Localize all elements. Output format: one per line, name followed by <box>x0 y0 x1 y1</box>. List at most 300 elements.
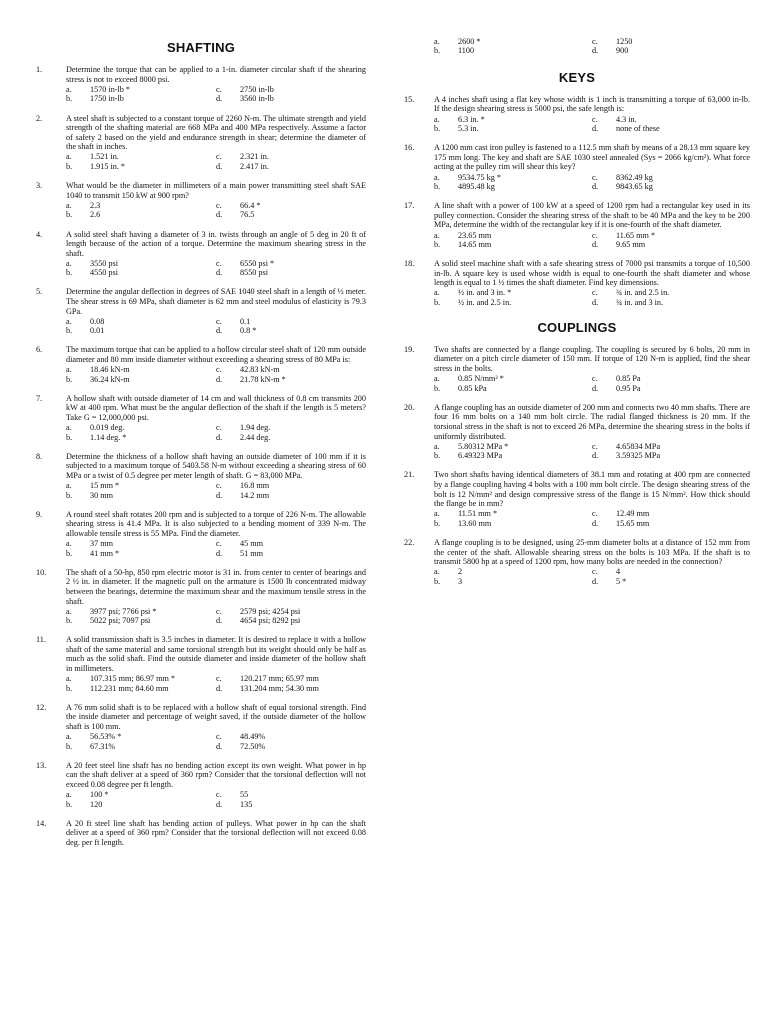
option-text: 23.65 mm <box>458 230 492 240</box>
answer-options <box>434 173 750 192</box>
question-text: A steel shaft is subjected to a constant torque of 2260 N-m. The ultimate strength and yield strength of the shafting material are 668 MPa and 400 MPa respectively. Assume a factor of safety 2 based on the yield and endurance strength in shear; determine the diameter of the shaft in inches. <box>66 113 366 152</box>
option-text: 120.217 mm; 65.97 mm <box>240 674 319 684</box>
option-letter: c. <box>216 316 222 326</box>
answer-option <box>434 124 592 134</box>
answer-option <box>216 423 366 433</box>
answer-option <box>216 674 366 684</box>
option-text: 2.3 <box>90 200 101 210</box>
option-text: 5.3 in. <box>458 124 479 134</box>
answer-option <box>66 259 216 269</box>
option-letter: c. <box>592 374 598 384</box>
answer-option <box>66 742 216 752</box>
option-text: ½ in. and 3 in. * <box>458 288 512 298</box>
option-letter: b. <box>66 432 73 442</box>
question-item <box>404 470 750 528</box>
answer-options <box>434 231 750 250</box>
option-letter: a. <box>66 200 72 210</box>
option-text: 0.08 <box>90 316 105 326</box>
question-text: The maximum torque that can be applied to a hollow circular steel shaft of 120 mm outside diameter and 80 mm inside diameter without exceeding a shearing stress of 80 MPa is: <box>66 345 366 365</box>
option-letter: b. <box>66 374 73 384</box>
answer-option <box>434 384 592 394</box>
option-text: 2579 psi; 4254 psi <box>240 606 301 616</box>
answer-options <box>66 365 366 384</box>
option-letter: b. <box>434 240 441 250</box>
option-text: 55 <box>240 790 249 800</box>
answer-option <box>592 231 750 241</box>
option-text: 5022 psi; 7097 psi <box>90 616 151 626</box>
answer-option <box>216 162 366 172</box>
question-number: 2. <box>36 113 43 123</box>
option-text: 9534.75 kg * <box>458 172 501 182</box>
question-number: 17. <box>404 201 415 211</box>
question-text: The shaft of a 50-hp, 850 rpm electric motor is 31 in. from center to center of bearings and 2 ½ in. in diameter. If the magnetic pull on the armature is 1500 lb concentrated midway between the bearings, determine the maximum shear and the maximum tensile stress in the shaft. <box>66 567 366 606</box>
question-number: 14. <box>36 818 47 828</box>
section-title-couplings: COUPLINGS <box>537 319 617 335</box>
question-text: A flange coupling has an outside diameter of 200 mm and connects two 40 mm shafts. There are four 16 mm bolts on a 140 mm bolt circle. The radial flanged thickness is 20 mm. If the torsional stress in the shaft is not to exceed 26 MPa, determine the shearing stress in the bolts if uniformly distributed. <box>434 402 750 441</box>
question-text: Two short shafts having identical diameters of 38.1 mm and rotating at 400 rpm are connected by a flange coupling having 4 bolts with a 100 mm bolt circle. The design shearing stress of the bolt is 12 N/mm² and design compressive stress of the flange is 15 N/mm². How thick should the flange be in mm? <box>434 470 750 509</box>
option-letter: a. <box>434 567 440 577</box>
answer-options <box>434 567 750 586</box>
question-text: Two shafts are connected by a flange coupling. The coupling is secured by 6 bolts, 20 mm in diameter on a pitch circle diameter of 150 mm. If torque of 120 N-m is applied, find the shear stress in the bolts. <box>434 344 750 374</box>
answer-option <box>66 481 216 491</box>
answer-option <box>66 85 216 95</box>
question-item <box>36 181 366 220</box>
option-letter: b. <box>66 548 73 558</box>
question-item <box>404 403 750 461</box>
answer-option <box>434 442 592 452</box>
answer-option <box>216 616 366 626</box>
option-text: 5.80312 MPa * <box>458 441 509 451</box>
answer-option <box>216 210 366 220</box>
option-text: 12.49 mm <box>616 509 650 519</box>
answer-option <box>66 162 216 172</box>
option-letter: a. <box>66 481 72 491</box>
answer-option <box>592 567 750 577</box>
option-text: 0.1 <box>240 316 251 326</box>
answer-option <box>592 451 750 461</box>
option-text: 56.53% * <box>90 732 122 742</box>
option-letter: b. <box>434 383 441 393</box>
answer-option <box>216 94 366 104</box>
question-item <box>36 345 366 384</box>
option-text: 0.85 Pa <box>616 374 641 384</box>
question-item <box>36 635 366 693</box>
option-letter: b. <box>66 490 73 500</box>
answer-option <box>592 240 750 250</box>
option-letter: d. <box>216 616 223 626</box>
option-text: 76.5 <box>240 210 255 220</box>
answer-options <box>66 201 366 220</box>
option-text: 30 mm <box>90 490 113 500</box>
option-text: 0.8 * <box>240 326 257 336</box>
option-letter: d. <box>592 182 599 192</box>
option-letter: c. <box>216 539 222 549</box>
answer-options <box>66 259 366 278</box>
question-text: A solid transmission shaft is 3.5 inches in diameter. It is desired to replace it with a hollow shaft of the same material and same torsional strength but its weight should only be half as much as the solid shaft. Find the outside diameter and inside diameter of the hollow shaft in millimeters. <box>66 635 366 674</box>
option-letter: b. <box>434 182 441 192</box>
answer-option <box>216 201 366 211</box>
answer-option <box>434 173 592 183</box>
answer-options <box>66 539 366 558</box>
option-letter: a. <box>434 374 440 384</box>
answer-option <box>66 326 216 336</box>
option-text: 0.95 Pa <box>616 383 641 393</box>
answer-option <box>216 268 366 278</box>
option-letter: a. <box>434 172 440 182</box>
option-text: ½ in. and 2.5 in. <box>458 298 512 308</box>
answer-option <box>66 433 216 443</box>
section-title-keys: KEYS <box>558 69 596 85</box>
question-item <box>36 287 366 335</box>
answer-option <box>216 365 366 375</box>
option-text: 66.4 * <box>240 200 261 210</box>
option-text: ¾ in. and 2.5 in. <box>616 288 670 298</box>
option-letter: c. <box>216 674 222 684</box>
option-text: 1.94 deg. <box>240 423 271 433</box>
answer-option <box>592 384 750 394</box>
option-letter: d. <box>592 518 599 528</box>
answer-options <box>434 288 750 307</box>
question-number: 22. <box>404 537 415 547</box>
option-letter: b. <box>434 518 441 528</box>
option-letter: b. <box>66 210 73 220</box>
answer-options <box>66 317 366 336</box>
answer-option <box>66 317 216 327</box>
option-text: 2.417 in. <box>240 162 269 172</box>
option-text: 9843.65 kg <box>616 182 653 192</box>
answer-option <box>592 182 750 192</box>
option-letter: c. <box>216 732 222 742</box>
question-number: 1. <box>36 65 43 75</box>
option-text: 8362.49 kg <box>616 172 653 182</box>
answer-option <box>66 491 216 501</box>
question-item <box>36 568 366 626</box>
answer-option <box>216 790 366 800</box>
option-text: 45 mm <box>240 539 263 549</box>
answer-option <box>434 298 592 308</box>
answer-options <box>66 423 366 442</box>
option-text: 13.60 mm <box>458 518 492 528</box>
answer-option <box>66 94 216 104</box>
question-number: 21. <box>404 470 415 480</box>
answer-option <box>216 433 366 443</box>
option-letter: c. <box>592 172 598 182</box>
option-text: 120 <box>90 799 103 809</box>
option-letter: b. <box>66 741 73 751</box>
question-number: 18. <box>404 259 415 269</box>
answer-option <box>66 790 216 800</box>
option-letter: c. <box>592 288 598 298</box>
question-number: 6. <box>36 345 43 355</box>
option-text: 67.31% <box>90 741 116 751</box>
answer-option <box>592 509 750 519</box>
question-item <box>404 345 750 393</box>
question-item <box>404 143 750 191</box>
option-text: 4 <box>616 567 621 577</box>
answer-option <box>592 374 750 384</box>
option-text: 6.49323 MPa <box>458 451 503 461</box>
option-text: 1100 <box>458 46 475 56</box>
option-text: 2.321 in. <box>240 152 269 162</box>
option-letter: d. <box>216 741 223 751</box>
option-letter: c. <box>216 152 222 162</box>
question-number: 19. <box>404 344 415 354</box>
question-text: A solid steel machine shaft with a safe shearing stress of 7000 psi transmits a torque of 10,500 in-lb. A square key is used whose width is equal to one-fourth the shaft diameter and whose length is equal to 1 ½ times the shaft diameter. Find key dimensions. <box>434 259 750 288</box>
option-letter: c. <box>216 790 222 800</box>
answer-option <box>592 519 750 529</box>
option-letter: c. <box>592 114 598 124</box>
question-number: 3. <box>36 181 43 191</box>
question-text: A 76 mm solid shaft is to be replaced with a hollow shaft of equal torsional strength. Find the inside diameter and percentage of weight saved, if the outside diameter of the hollow shaft is 100 mm. <box>66 702 366 732</box>
option-text: 3 <box>458 576 463 586</box>
answer-options <box>66 607 366 626</box>
answer-option <box>592 298 750 308</box>
option-text: 14.65 mm <box>458 240 492 250</box>
option-letter: a. <box>434 230 440 240</box>
option-letter: b. <box>434 124 441 134</box>
answer-option <box>434 374 592 384</box>
question-text: Determine the torque that can be applied to a 1-in. diameter circular shaft if the shearing stress is not to exceed 8000 psi. <box>66 65 366 84</box>
option-text: 1570 in-lb * <box>90 84 131 94</box>
question-text: Determine the thickness of a hollow shaft having an outside diameter of 100 mm if it is subjected to a maximum torque of 5403.58 N-m without exceeding a shearing stress of 60 MPa or a twist of 0.5 degree per meter length of shaft. G = 83,000 MPa. <box>66 451 366 480</box>
option-letter: d. <box>592 451 599 461</box>
option-text: 3977 psi; 7766 psi * <box>90 606 157 616</box>
answer-option <box>434 182 592 192</box>
answer-option <box>216 732 366 742</box>
left-column <box>36 36 366 857</box>
option-text: 1250 <box>616 36 633 46</box>
option-text: 135 <box>240 799 253 809</box>
option-letter: d. <box>216 326 223 336</box>
option-text: 0.019 deg. <box>90 423 125 433</box>
option-letter: d. <box>216 548 223 558</box>
question-item <box>36 114 366 172</box>
question-text: Determine the angular deflection in degrees of SAE 1040 steel shaft in a length of ½ meter. The shear stress is 69 MPa, shaft diameter is 62 mm and steel modulus of elasticity is 79.3 GPa. <box>66 287 366 316</box>
option-letter: c. <box>216 84 222 94</box>
option-text: 11.65 mm * <box>616 230 656 240</box>
right-column <box>404 36 750 596</box>
answer-option <box>592 115 750 125</box>
option-text: 1.915 in. * <box>90 162 126 172</box>
answer-option <box>434 37 592 47</box>
option-letter: b. <box>66 799 73 809</box>
question-text: A flange coupling is to be designed, using 25-mm diameter bolts at a distance of 152 mm from the center of the shaft. Allowable shearing stress on the bolts is 103 MPa. If the shaft is to transmit 5800 hp at a speed of 1200 rpm, how many bolts are needed in the connection? <box>434 537 750 567</box>
option-text: 3.59325 MPa <box>616 451 661 461</box>
question-text: A round steel shaft rotates 200 rpm and is subjected to a torque of 226 N-m. The allowable shearing stress is 41.4 MPa. It is also subjected to a bending moment of 339 N-m. The allowable tensile stress is 55 MPa. Find the diameter. <box>66 509 366 538</box>
answer-option <box>216 375 366 385</box>
option-text: 11.51 mm * <box>458 509 498 519</box>
option-text: 2600 * <box>458 36 481 46</box>
option-letter: c. <box>592 230 598 240</box>
option-text: 21.78 kN-m * <box>240 374 286 384</box>
option-letter: b. <box>66 162 73 172</box>
answer-option <box>434 46 592 56</box>
option-text: 37 mm <box>90 539 113 549</box>
option-letter: a. <box>66 152 72 162</box>
option-text: 2 <box>458 567 463 577</box>
option-text: 0.01 <box>90 326 105 336</box>
answer-options <box>66 85 366 104</box>
option-letter: a. <box>66 790 72 800</box>
answer-option <box>216 491 366 501</box>
option-letter: b. <box>434 576 441 586</box>
option-letter: a. <box>66 606 72 616</box>
option-letter: c. <box>592 36 598 46</box>
question-text: A hollow shaft with outside diameter of 14 cm and wall thickness of 0.8 cm transmits 200 kW at 400 rpm. What must be the angular deflection of the shaft if the length is 5 meters? Take G = 12,000,000 psi. <box>66 393 366 423</box>
option-text: 6.3 in. * <box>458 114 485 124</box>
answer-options <box>66 732 366 751</box>
question-item <box>36 452 366 500</box>
option-letter: d. <box>216 432 223 442</box>
option-letter: d. <box>216 374 223 384</box>
option-text: 3550 psi <box>90 258 118 268</box>
option-letter: d. <box>592 383 599 393</box>
option-letter: c. <box>216 258 222 268</box>
question-number: 4. <box>36 229 43 239</box>
answer-option <box>216 607 366 617</box>
question-number: 15. <box>404 94 415 104</box>
option-letter: a. <box>66 423 72 433</box>
option-text: 4.3 in. <box>616 114 637 124</box>
question-text: A 4 inches shaft using a flat key whose width is 1 inch is transmitting a torque of 63,000 in-lb. If the design shearing stress is 5000 psi, the safe length is: <box>434 94 750 114</box>
answer-option <box>216 326 366 336</box>
answer-option <box>66 152 216 162</box>
option-text: 48.49% <box>240 732 266 742</box>
option-text: 4895.48 kg <box>458 182 495 192</box>
question-number: 20. <box>404 402 415 412</box>
answer-option <box>216 481 366 491</box>
option-text: none of these <box>616 124 660 134</box>
question-number: 13. <box>36 760 47 770</box>
option-letter: a. <box>66 316 72 326</box>
option-text: 4550 psi <box>90 268 118 278</box>
option-text: 2.6 <box>90 210 101 220</box>
option-text: 6550 psi * <box>240 258 275 268</box>
answer-option <box>66 732 216 742</box>
answer-option <box>66 607 216 617</box>
option-letter: a. <box>434 441 440 451</box>
answer-option <box>434 577 592 587</box>
option-text: 36.24 kN-m <box>90 374 130 384</box>
option-text: 41 mm * <box>90 548 120 558</box>
option-letter: a. <box>434 114 440 124</box>
option-letter: d. <box>216 799 223 809</box>
answer-option <box>434 519 592 529</box>
option-text: 42.83 kN-m <box>240 365 280 375</box>
option-text: 1.521 in. <box>90 152 119 162</box>
answer-option <box>66 539 216 549</box>
option-text: 1750 in-lb <box>90 94 124 104</box>
option-letter: c. <box>216 481 222 491</box>
option-text: 5 * <box>616 576 627 586</box>
option-text: 14.2 mm <box>240 490 270 500</box>
option-text: 8550 psi <box>240 268 268 278</box>
answer-option <box>592 577 750 587</box>
option-letter: d. <box>216 268 223 278</box>
answer-option <box>434 231 592 241</box>
option-text: 0.85 N/mm² * <box>458 374 504 384</box>
answer-options <box>434 374 750 393</box>
answer-option <box>216 800 366 810</box>
question-item <box>36 65 366 104</box>
answer-option <box>66 423 216 433</box>
answer-option <box>66 800 216 810</box>
option-text: 131.204 mm; 54.30 mm <box>240 683 319 693</box>
option-letter: a. <box>66 365 72 375</box>
keys-questions <box>404 95 750 308</box>
option-letter: c. <box>592 441 598 451</box>
option-text: 3560 in-lb <box>240 94 274 104</box>
option-text: 4.65834 MPa <box>616 441 661 451</box>
answer-option <box>592 173 750 183</box>
question-number: 7. <box>36 393 43 403</box>
answer-option <box>216 85 366 95</box>
answer-option <box>592 442 750 452</box>
option-letter: d. <box>216 490 223 500</box>
option-text: 900 <box>616 46 629 56</box>
question-text: A solid steel shaft having a diameter of 3 in. twists through an angle of 5 deg in 20 ft of length because of the action of a torque. Determine the maximum shearing stress in the shaft. <box>66 229 366 258</box>
answer-option <box>434 115 592 125</box>
question-item <box>36 761 366 809</box>
option-text: 51 mm <box>240 548 263 558</box>
question-number: 16. <box>404 143 415 153</box>
option-letter: d. <box>216 94 223 104</box>
answer-option <box>216 684 366 694</box>
option-letter: c. <box>216 200 222 210</box>
option-letter: d. <box>216 210 223 220</box>
option-letter: d. <box>592 240 599 250</box>
option-text: 9.65 mm <box>616 240 646 250</box>
answer-option <box>434 451 592 461</box>
answer-option <box>216 549 366 559</box>
option-text: 100 * <box>90 790 109 800</box>
option-letter: a. <box>66 674 72 684</box>
option-letter: a. <box>66 84 72 94</box>
answer-option <box>66 268 216 278</box>
option-letter: d. <box>592 124 599 134</box>
option-text: 16.8 mm <box>240 481 270 491</box>
question-item <box>36 394 366 442</box>
answer-option <box>66 549 216 559</box>
answer-option <box>434 288 592 298</box>
section-title-shafting: SHAFTING <box>166 40 236 55</box>
option-letter: b. <box>66 94 73 104</box>
option-letter: d. <box>592 298 599 308</box>
question-number: 8. <box>36 451 43 461</box>
option-letter: a. <box>66 539 72 549</box>
answer-option <box>66 210 216 220</box>
option-letter: c. <box>216 423 222 433</box>
option-text: 0.85 kPa <box>458 383 487 393</box>
option-letter: b. <box>66 616 73 626</box>
option-text: 15 mm * <box>90 481 120 491</box>
answer-options <box>66 481 366 500</box>
answer-options <box>66 674 366 693</box>
answer-option <box>66 684 216 694</box>
answer-option <box>216 259 366 269</box>
question-item <box>404 201 750 249</box>
question-number: 5. <box>36 287 43 297</box>
option-letter: d. <box>216 162 223 172</box>
option-letter: b. <box>434 46 441 56</box>
answer-options <box>434 115 750 134</box>
answer-options <box>434 442 750 461</box>
option-letter: b. <box>66 683 73 693</box>
question-item <box>36 703 366 751</box>
option-letter: b. <box>66 326 73 336</box>
option-letter: d. <box>592 46 599 56</box>
question-number: 10. <box>36 567 47 577</box>
